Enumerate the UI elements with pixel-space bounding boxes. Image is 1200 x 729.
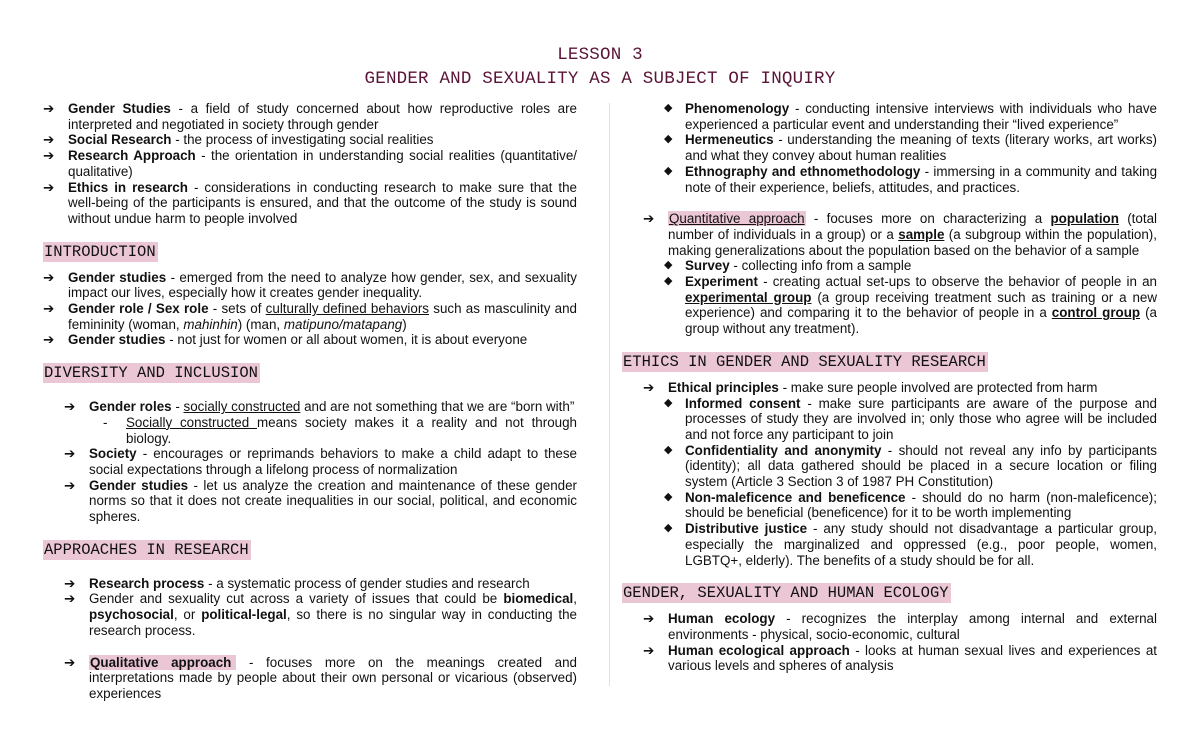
qualitative-subitem bbox=[664, 101, 1157, 132]
subitem-term: Experiment bbox=[685, 274, 758, 290]
subitem-text: - should not reveal any info by participants (identity); all data gathered should be placed in a secure location or filing system (Article 3 Section 3 of 1987 PH Constitution) bbox=[685, 442, 1157, 490]
qualitative-term: Qualitative approach bbox=[89, 655, 236, 670]
lesson-number: LESSON 3 bbox=[557, 45, 643, 65]
ethics-item bbox=[643, 380, 1157, 396]
qualitative-subitem bbox=[664, 132, 1157, 163]
intro-term: Gender studies bbox=[68, 269, 167, 285]
subitem-text: - immersing in a community and taking note of their experience, beliefs, attitudes, and practices. bbox=[685, 163, 1158, 195]
intro-term: Gender role / Sex role bbox=[68, 301, 209, 317]
intro-text: - sets of bbox=[208, 301, 266, 317]
approach-text: , so there is no singular way in conducting the research process. bbox=[89, 607, 577, 638]
arrow-icon: ➔ bbox=[64, 591, 76, 607]
quantitative-subitem bbox=[664, 258, 1157, 274]
diversity-item bbox=[64, 478, 577, 525]
diversity-underline: Socially constructed bbox=[126, 414, 257, 430]
diamond-bullet-icon: ◆ bbox=[664, 443, 673, 456]
diversity-subitem bbox=[83, 415, 577, 446]
diamond-bullet-icon: ◆ bbox=[664, 164, 673, 177]
definition-term: Gender Studies bbox=[68, 101, 171, 116]
subitem-text: - make sure participants are aware of the purpose and processes of study they are involved in; only those who agree will be included and not force any participant to join bbox=[685, 395, 1157, 442]
definition-item bbox=[43, 101, 577, 132]
arrow-icon: ➔ bbox=[643, 379, 655, 395]
approach-text: (total number of individuals in a group) or a bbox=[668, 211, 1157, 242]
qualitative-approach-item bbox=[64, 655, 577, 702]
ecology-item bbox=[643, 643, 1157, 674]
quantitative-term: Quantitative approach bbox=[669, 211, 805, 227]
subitem-text: (a group receiving treatment such as training or a new experience) and comparing it to the behavior of people in a bbox=[685, 289, 1158, 321]
definition-text: - a field of study concerned about how reproductive roles are interpreted and negotiated in society through gender bbox=[68, 101, 577, 132]
arrow-icon: ➔ bbox=[64, 654, 76, 670]
approach-text: - a systematic process of gender studies and research bbox=[204, 575, 530, 591]
right-column bbox=[622, 101, 1157, 674]
arrow-icon: ➔ bbox=[43, 101, 55, 116]
diamond-bullet-icon: ◆ bbox=[664, 490, 673, 503]
diversity-item bbox=[64, 399, 577, 415]
control-group-term: control group bbox=[1051, 305, 1141, 321]
quantitative-approach-item bbox=[643, 211, 1157, 258]
approach-term: Research process bbox=[89, 575, 205, 591]
diversity-heading: DIVERSITY AND INCLUSION bbox=[44, 364, 258, 383]
definition-text: - the process of investigating social realities bbox=[171, 132, 434, 148]
subitem-text: - creating actual set-ups to observe the behavior of people in an bbox=[757, 274, 1157, 290]
intro-item bbox=[43, 270, 577, 301]
approach-item bbox=[64, 576, 577, 592]
arrow-icon: ➔ bbox=[64, 446, 76, 462]
approach-text: , or bbox=[173, 607, 202, 623]
definition-term: Social Research bbox=[68, 132, 172, 148]
ecology-text: - looks at human sexual lives and experiences at various levels and spheres of analysis bbox=[668, 642, 1157, 674]
intro-underline: culturally defined behaviors bbox=[265, 301, 429, 317]
approach-text: - focuses more on characterizing a bbox=[805, 211, 1051, 227]
subitem-text: - understanding the meaning of texts (literary works, art works) and what they convey about human realities bbox=[685, 132, 1157, 164]
diversity-term: Gender studies bbox=[89, 477, 189, 493]
diamond-bullet-icon: ◆ bbox=[664, 133, 673, 146]
quantitative-subitem bbox=[664, 274, 1157, 337]
definition-text: - the orientation in understanding social realities (quantitative/ qualitative) bbox=[68, 148, 578, 179]
subitem-text: - collecting info from a sample bbox=[729, 258, 912, 274]
approach-item bbox=[64, 591, 577, 638]
subitem-text: - conducting intensive interviews with individuals who have experienced a particular event and understanding their “lived experience” bbox=[685, 101, 1157, 132]
intro-text: such as masculinity and femininity (woman, bbox=[68, 301, 577, 332]
approaches-heading: APPROACHES IN RESEARCH bbox=[44, 540, 249, 559]
diamond-bullet-icon: ◆ bbox=[664, 102, 673, 114]
subitem-text: - any study should not disadvantage a particular group, especially the marginalized and oppressed (e.g., poor people, women, LGBTQ+, elderly). The benefits of a study should be for all. bbox=[685, 521, 1157, 568]
arrow-icon: ➔ bbox=[64, 399, 76, 415]
definition-term: Research Approach bbox=[68, 148, 196, 164]
ethics-term: Ethical principles bbox=[668, 379, 779, 395]
arrow-icon: ➔ bbox=[43, 179, 55, 195]
subitem-text: (a group without any treatment). bbox=[685, 305, 1157, 337]
ethics-subitem bbox=[664, 521, 1157, 568]
approach-bold: biomedical bbox=[503, 591, 574, 607]
ecology-term: Human ecology bbox=[668, 611, 776, 627]
subitem-term: Phenomenology bbox=[685, 101, 790, 116]
definition-item bbox=[43, 132, 577, 148]
subitem-term: Ethnography and ethnomethodology bbox=[685, 163, 921, 179]
arrow-icon: ➔ bbox=[43, 332, 55, 348]
approach-text: (a subgroup within the population), making generalizations about the population based on the behavior of a sample bbox=[668, 226, 1157, 258]
ethics-subitem bbox=[664, 443, 1157, 490]
definition-item bbox=[43, 148, 577, 179]
subitem-term: Distributive justice bbox=[685, 521, 808, 537]
approach-bold: political-legal bbox=[201, 607, 287, 623]
arrow-icon: ➔ bbox=[643, 211, 655, 227]
left-column bbox=[43, 101, 577, 702]
diversity-term: Society bbox=[89, 446, 137, 462]
ecology-text: - recognizes the interplay among internal and external environments - physical, socio-economic, cultural bbox=[668, 611, 1157, 642]
ecology-item bbox=[643, 611, 1157, 642]
subitem-text: - should do no harm (non-maleficence); should be beneficial (beneficence) for it to be worth implementing bbox=[685, 489, 1157, 521]
intro-text: ) bbox=[402, 316, 407, 332]
arrow-icon: ➔ bbox=[64, 477, 76, 493]
approach-text: - focuses more on the meanings created and interpretations made by people about their own personal or vicarious (observed) experiences bbox=[89, 654, 577, 701]
intro-item bbox=[43, 332, 577, 348]
arrow-icon: ➔ bbox=[43, 269, 55, 285]
definition-item bbox=[43, 180, 577, 227]
ethics-subitem bbox=[664, 396, 1157, 443]
diversity-text: - let us analyze the creation and maintenance of these gender norms so that it does not create inequalities in our social, political, and economic spheres. bbox=[89, 477, 578, 525]
diversity-underline: socially constructed bbox=[183, 399, 301, 415]
ethics-text: - make sure people involved are protected from harm bbox=[778, 379, 1098, 395]
intro-text: ) (man, bbox=[237, 316, 284, 332]
subitem-term: Survey bbox=[685, 258, 730, 274]
approach-text: Gender and sexuality cut across a variety of issues that could be bbox=[89, 591, 504, 607]
column-divider bbox=[609, 103, 610, 686]
qualitative-subitem bbox=[664, 164, 1157, 195]
arrow-icon: ➔ bbox=[643, 642, 655, 658]
experimental-group-term: experimental group bbox=[685, 289, 812, 305]
diversity-text: - bbox=[171, 399, 184, 415]
subitem-term: Non-maleficence and beneficence bbox=[685, 489, 906, 505]
diamond-bullet-icon: ◆ bbox=[664, 522, 673, 535]
diversity-text: and are not something that we are “born with” bbox=[300, 399, 575, 415]
intro-text: - emerged from the need to analyze how gender, sex, and sexuality impact our lives, especially how it creates gender inequality. bbox=[68, 269, 578, 301]
introduction-heading: INTRODUCTION bbox=[44, 242, 156, 261]
diamond-bullet-icon: ◆ bbox=[664, 396, 673, 409]
diversity-text: - encourages or reprimands behaviors to make a child adapt to these social expectations through a lifelong process of normalization bbox=[89, 446, 577, 477]
arrow-icon: ➔ bbox=[43, 301, 55, 317]
arrow-icon: ➔ bbox=[64, 575, 76, 591]
arrow-icon: ➔ bbox=[643, 611, 655, 627]
intro-italic: mahinhin bbox=[183, 316, 238, 332]
arrow-icon: ➔ bbox=[43, 132, 55, 148]
page-title: GENDER AND SEXUALITY AS A SUBJECT OF INQUIRY bbox=[364, 69, 836, 89]
intro-term: Gender studies bbox=[68, 332, 166, 348]
ethics-heading: ETHICS IN GENDER AND SEXUALITY RESEARCH bbox=[623, 352, 986, 371]
arrow-icon: ➔ bbox=[43, 148, 55, 164]
dash-bullet: - bbox=[103, 414, 108, 430]
diversity-term: Gender roles bbox=[89, 399, 172, 415]
subitem-term: Hermeneutics bbox=[685, 132, 774, 148]
diversity-text: means society makes it a reality and not through biology. bbox=[126, 414, 577, 446]
ecology-heading: GENDER, SEXUALITY AND HUMAN ECOLOGY bbox=[623, 584, 949, 603]
subitem-term: Informed consent bbox=[685, 395, 801, 411]
definition-term: Ethics in research bbox=[68, 179, 188, 195]
intro-italic: matipuno/matapang bbox=[283, 316, 403, 332]
intro-item bbox=[43, 301, 577, 332]
ethics-subitem bbox=[664, 490, 1157, 521]
subitem-term: Confidentiality and anonymity bbox=[685, 442, 882, 458]
intro-text: - not just for women or all about women, it is about everyone bbox=[165, 332, 528, 348]
diamond-bullet-icon: ◆ bbox=[664, 259, 673, 272]
definition-text: - considerations in conducting research to make sure that the well-being of the participants is ensured, and that the outcome of the study is sound without undue harm to people involved bbox=[68, 179, 577, 226]
approach-bold: psychosocial bbox=[89, 607, 174, 623]
ecology-term: Human ecological approach bbox=[668, 642, 850, 658]
approach-text: , bbox=[573, 591, 577, 607]
population-term: population bbox=[1050, 211, 1119, 227]
diamond-bullet-icon: ◆ bbox=[664, 275, 673, 288]
sample-term: sample bbox=[898, 226, 945, 242]
diversity-item bbox=[64, 446, 577, 477]
